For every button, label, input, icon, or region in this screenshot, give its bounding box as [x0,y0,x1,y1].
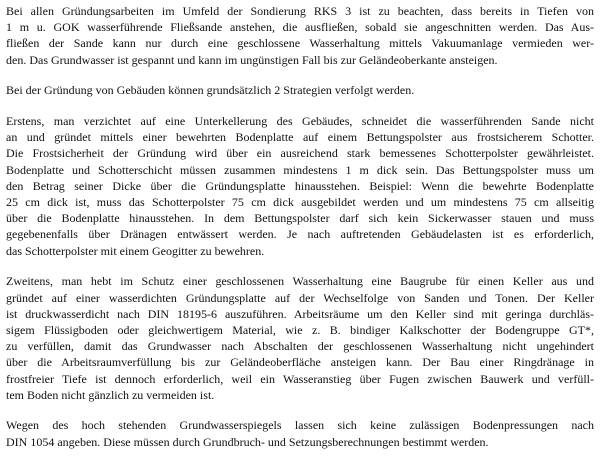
text-line: Bei der Gründung von Gebäuden können grundsätzlich 2 Strategien verfolgt werden. [6,83,415,98]
text-line: den Betrag seiner Dicke über die Gründungsplatte hinausstehen. Beispiel: Wenn die bewehrte Bodenplatte [6,178,594,193]
text-line: Bodenplatte und Schotterschicht müssen zusammen mindestens 1 m dick sein. Das Bettungspolster muss um [6,162,594,177]
text-line: DIN 1054 angeben. Diese müssen durch Grundbruch- und Setzungsberechnungen bestimmt werden. [6,434,489,449]
text-line: Erstens, man verzichtet auf eine Unterkellerung des Gebäudes, schneidet die wasserführenden Sande nicht [6,114,594,129]
text-line: frostfreier Tiefe ist dennoch erforderlich, weil ein Wasseranstieg über Fugen zwischen Bauwerk und verfüll- [6,371,594,386]
text-line: 1 m u. GOK wasserführende Fließsande anstehen, die ausfließen, sobald sie angeschnitten werden. Das Aus- [6,20,594,35]
text-line: über die Arbeitsraumverfüllung bis zur Geländeoberfläche ansteigen kann. Der Bau einer Ringdränage in [6,355,594,370]
text-line: zu verfüllen, damit das Grundwasser nach Abschalten der geschlossenen Wasserhaltung nicht ungehindert [6,339,594,354]
paragraph-fliesssande-warning [6,3,594,68]
text-line: ist druckwasserdicht nach DIN 18195-6 auszuführen. Arbeitsräume um den Keller sind mit geringa durchläs- [6,306,594,321]
paragraph-strategy-one [6,113,594,259]
text-line: 25 cm dick ist, muss das Schotterpolster 75 cm dick ausgebildet werden und um mindestens 75 cm allseitig [6,195,594,210]
text-line: über die Bodenplatte hinausstehen. In dem Bettungspolster darf sich kein Sickerwasser stauen und muss [6,211,594,226]
paragraph-strategies-intro [6,82,594,98]
text-line: den. Das Grundwasser ist gespannt und kann im ungünstigen Fall bis zur Geländeoberkante ansteigen. [6,52,498,67]
text-line: an und gründet mittels einer bewehrten Bodenplatte auf einem Bettungspolster aus frostsicherem Schotter. [6,130,594,145]
text-line: tem Boden nicht gänzlich zu vermeiden ist. [6,387,215,402]
text-line: gründet auf einer wasserdichten Gründungsplatte auf der Wechselfolge von Sanden und Tonen. Der Keller [6,290,594,305]
paragraph-strategy-two [6,273,594,403]
text-line: fließen der Sande kann nur durch eine geschlossene Wasserhaltung mittels Vakuumanlage vermieden wer- [6,36,594,51]
text-line: Die Frostsicherheit der Gründung wird über ein ausreichend stark bemessenes Schotterpolster gewährleistet. [6,146,594,161]
paragraph-bodenpressungen [6,417,594,449]
document-page [6,3,594,464]
text-line: Wegen des hoch stehenden Grundwasserspiegels lassen sich keine zulässigen Bodenpressungen nach [6,418,594,433]
text-line: Bei allen Gründungsarbeiten im Umfeld der Sondierung RKS 3 ist zu beachten, dass bereits in Tiefen von [6,4,594,18]
text-line: Zweitens, man hebt im Schutz einer geschlossenen Wasserhaltung eine Baugrube für einen Keller aus und [6,274,594,289]
text-line: sigem Flüssigboden oder gleichwertigem Material, wie z. B. bindiger Kalkschotter der Bodengruppe GT*, [6,322,594,337]
text-line: gegebenenfalls über Dränagen entwässert werden. Je nach auftretenden Gebäudelasten ist es erforderlich, [6,227,594,242]
text-line: das Schotterpolster mit einem Geogitter zu bewehren. [6,243,265,258]
